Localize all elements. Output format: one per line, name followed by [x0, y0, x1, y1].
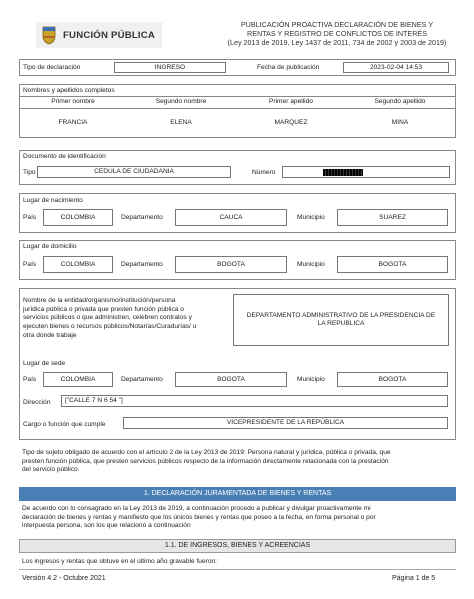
section-1-1-header: 1.1. DE INGRESOS, BIENES Y ACREENCIAS: [19, 539, 456, 553]
seat-city-value: BOGOTA: [337, 372, 448, 387]
birth-country-label: País: [23, 214, 37, 221]
footer-version: Versión 4.2 - Octubre 2021: [22, 575, 106, 582]
birth-city-label: Municipio: [297, 214, 325, 221]
paragraph-line: Tipo de sujeto obligado de acuerdo con el artículo 2 de la Ley 2013 de 2019: Persona natural y jurídica, pública o privada, que: [22, 449, 391, 456]
paragraph-line: presten función pública, que presten servicios públicos respecto de la información directamente relacionada con la prestación: [22, 457, 389, 465]
identity-number-value: [282, 166, 450, 178]
entity-value: [233, 294, 449, 346]
position-label: Cargo o función que cumple: [23, 421, 106, 428]
paragraph-line: interpuesta persona, son los que relaciono a continuación: [22, 522, 191, 530]
seat-section-label: Lugar de sede: [23, 360, 66, 367]
seat-country-value: COLOMBIA: [43, 372, 113, 387]
declaration-type-label: Tipo de declaración: [23, 64, 81, 71]
residence-country-value: COLOMBIA: [43, 256, 113, 273]
identity-type-label: Tipo: [23, 169, 36, 176]
address-value: ["CALLE 7 N 6 54 "]: [61, 395, 448, 407]
entity-value-line: DEPARTAMENTO ADMINISTRATIVO DE LA PRESIDENCIA DE: [246, 312, 436, 320]
residence-section-label: Lugar de domicilio: [23, 243, 77, 250]
birth-dept-label: Departamento: [121, 214, 163, 221]
publication-date-label: Fecha de publicación: [257, 64, 320, 71]
first-surname-header: Primer apellido: [269, 98, 313, 106]
second-surname-header: Segundo apellido: [374, 98, 426, 106]
title-line: PUBLICACIÓN PROACTIVA DECLARACIÓN DE BIENES Y: [240, 20, 434, 29]
paragraph-line: del servicio público.: [22, 466, 80, 474]
logo-text: FUNCIÓN PÚBLICA: [63, 29, 156, 41]
divider: [19, 569, 456, 570]
footer-page-number: Página 1 de 5: [392, 575, 436, 582]
birth-country-value: COLOMBIA: [43, 209, 113, 226]
birth-city-value: SUAREZ: [337, 209, 448, 226]
entity-label-line: servicios públicos o que administren, celebren contratos y: [23, 314, 192, 322]
birthplace-section-label: Lugar de nacimiento: [23, 197, 83, 204]
second-surname-value: MINA: [347, 110, 453, 136]
first-name-value: FRANCIA: [21, 110, 125, 136]
identity-section-label: Documento de identificación: [23, 153, 106, 160]
identity-number-label: Número: [252, 169, 276, 176]
income-intro-text: Los ingresos y rentas que obtuve en el último año gravable fueron:: [22, 558, 218, 565]
residence-city-label: Municipio: [297, 261, 325, 268]
entity-value-line: LA REPUBLICA: [317, 320, 365, 327]
first-name-header: Primer nombre: [51, 98, 95, 106]
seat-city-label: Municipio: [297, 376, 325, 383]
divider: [19, 108, 456, 109]
seat-dept-label: Departamento: [121, 376, 163, 383]
entity-label: [23, 297, 228, 341]
coat-of-arms-icon: [41, 25, 57, 45]
title-line: RENTAS Y REGISTRO DE CONFLICTOS DE INTERÉS: [247, 29, 427, 39]
second-name-header: Segundo nombre: [155, 98, 207, 106]
birth-dept-value: CAUCA: [175, 209, 287, 226]
subject-type-paragraph: [22, 449, 454, 475]
section-1-header: 1. DECLARACIÓN JURAMENTADA DE BIENES Y RENTAS: [19, 487, 456, 501]
residence-dept-value: BOGOTA: [175, 256, 287, 273]
document-title: [214, 20, 460, 48]
address-label: Dirección: [23, 399, 51, 406]
entity-label-line: otra donde trabaje: [23, 331, 77, 339]
names-section-label: Nombres y apellidos completos: [23, 87, 115, 94]
seat-dept-value: BOGOTA: [175, 372, 287, 387]
identity-type-value: CEDULA DE CIUDADANIA: [37, 166, 231, 178]
paragraph-line: declaración de bienes y rentas y manifiesto que los únicos bienes y rentas que poseo a la fecha, en forma personal o por: [22, 513, 376, 521]
seat-country-label: País: [23, 376, 37, 383]
entity-label-line: ejecuten bienes o recursos públicos/Notarías/Curadurías/ u: [23, 323, 197, 331]
section-1-paragraph: [22, 505, 454, 531]
second-name-value: ELENA: [127, 110, 235, 136]
logo: [36, 22, 162, 48]
redacted-number: [323, 169, 363, 176]
position-value: VICEPRESIDENTE DE LA REPÚBLICA: [123, 417, 448, 429]
residence-dept-label: Departamento: [121, 261, 163, 268]
paragraph-line: De acuerdo con lo consagrado en la Ley 2013 de 2019, a continuación procedo a publicar y divulgar proactivamente mi: [22, 505, 371, 512]
declaration-type-value: INGRESO: [114, 62, 226, 73]
entity-label-line: jurídica pública o privada que presten función pública o: [23, 305, 184, 313]
publication-date-value: 2023-02-04 14:53: [343, 62, 449, 73]
first-surname-value: MARQUEZ: [237, 110, 345, 136]
title-line: (Ley 2013 de 2019, Ley 1437 de 2011, 734 de 2002 y 2003 de 2019): [227, 38, 447, 48]
residence-city-value: BOGOTA: [337, 256, 448, 273]
residence-country-label: País: [23, 261, 37, 268]
entity-label-line: Nombre de la entidad/organismo/institución/persona: [23, 297, 176, 304]
